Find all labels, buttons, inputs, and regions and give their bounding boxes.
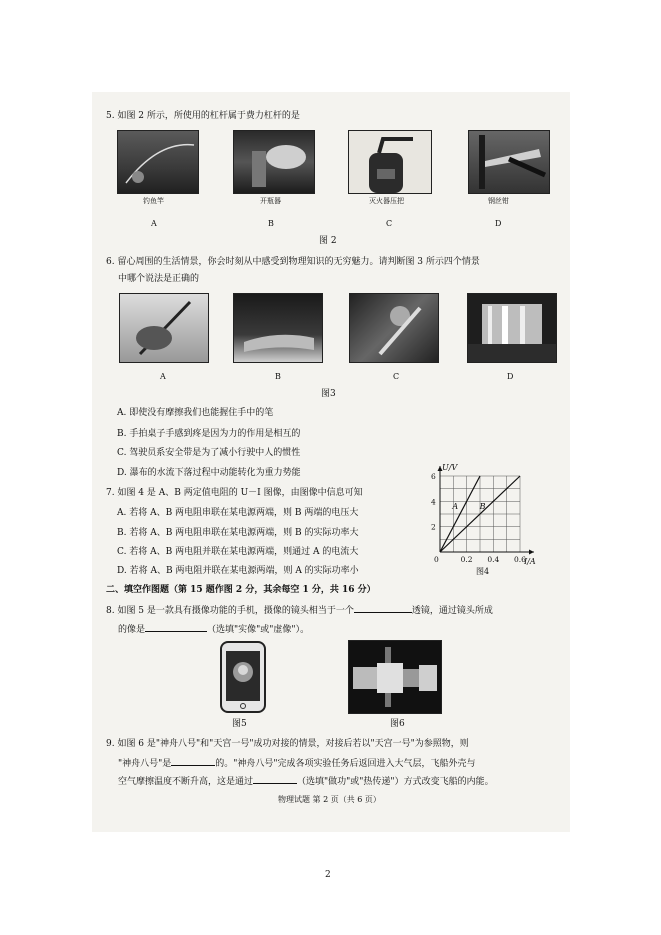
fig6-label: 图6	[390, 719, 405, 729]
q9-line3-post: （选填"做功"或"热传递"）方式改变飞船的内能。	[297, 777, 494, 787]
series-label-b: B	[479, 501, 486, 511]
q8-line1-pre: 8. 如图 5 是一款具有摄像功能的手机，摄像的镜头相当于一个	[106, 606, 354, 616]
q9-line1: 9. 如图 6 是"神舟八号"和"天宫一号"成功对接的情景，对接后若以"天宫一号"为参照物，则	[106, 739, 469, 749]
q9-line2	[118, 756, 476, 770]
q7-question: 7. 如图 4 是 A、B 两定值电阻的 U－I 图像，由图像中信息可知	[106, 488, 363, 498]
q9-blank-motion[interactable]	[171, 756, 215, 766]
q9-line2-post: 的。"神舟八号"完成各项实验任务后返回进入大气层，飞船外壳与	[215, 759, 476, 769]
q6-choice-c: C. 驾驶员系安全带是为了减小行驶中人的惯性	[117, 448, 301, 458]
q9-line3-pre: 空气摩擦温度不断升高，这是通过	[118, 777, 254, 787]
figure4-label: 图4	[476, 567, 490, 576]
q6-question-line1: 6. 留心周围的生活情景，你会时刻从中感受到物理知识的无穷魅力。请判断图 3 所示四个情景	[106, 257, 480, 267]
q8-line2	[118, 622, 309, 636]
q8-blank-lens[interactable]	[354, 603, 412, 613]
q7-choice-c: C. 若将 A、B 两电阻并联在某电源两端，则通过 A 的电流大	[117, 547, 359, 557]
fig2-label: 图 2	[319, 236, 337, 246]
x-tick-label: 0.2	[460, 555, 473, 564]
q8-line1	[106, 603, 493, 617]
q6-letter-a: A	[160, 372, 166, 381]
hand-on-table-photo	[233, 293, 323, 363]
q9-line2-pre: "神舟八号"是	[118, 759, 172, 769]
q5-caption-d: 钢丝钳	[488, 197, 509, 205]
page-number: 2	[325, 870, 331, 880]
q8-blank-image-type[interactable]	[145, 622, 207, 632]
fishing-rod-photo	[117, 130, 199, 194]
q6-question-line2: 中哪个说法是正确的	[118, 274, 200, 284]
phone-figure5	[215, 640, 273, 716]
q6-letter-b: B	[275, 372, 281, 381]
waterfall-photo	[467, 293, 557, 363]
q8-line2-pre: 的像是	[118, 625, 146, 635]
q7-choice-b: B. 若将 A、B 两电阻串联在某电源两端，则 B 的实际功率大	[117, 528, 359, 538]
q6-choice-a: A. 即使没有摩擦我们也能握住手中的笔	[117, 408, 274, 418]
q5-caption-c: 灭火器压把	[369, 197, 404, 205]
x-tick-label: 0.6	[514, 555, 526, 564]
bottle-opener-photo	[233, 130, 315, 194]
ui-graph-figure4	[420, 460, 550, 578]
q6-choice-d: D. 瀑布的水流下落过程中动能转化为重力势能	[117, 468, 301, 478]
x-tick-label: 0	[434, 555, 439, 564]
q5-caption-a: 钓鱼竿	[143, 197, 164, 205]
seatbelt-driver-photo	[349, 293, 439, 363]
q5-question: 5. 如图 2 所示，所使用的杠杆属于费力杠杆的是	[106, 111, 300, 121]
fig3-label: 图3	[321, 389, 336, 399]
q7-choice-a: A. 若将 A、B 两电阻串联在某电源两端，则 B 两端的电压大	[117, 508, 359, 518]
q8-line2-post: （选填"实像"或"虚像"）。	[207, 625, 310, 635]
x-tick-label: 0.4	[487, 555, 500, 564]
q9-line3	[118, 774, 494, 788]
footer-text: 物理试题 第 2 页（共 6 页）	[278, 795, 381, 804]
q5-letter-c: C	[386, 219, 393, 228]
fig5-label: 图5	[232, 719, 247, 729]
q7-choice-d: D. 若将 A、B 两电阻并联在某电源两端，则 A 的实际功率小	[117, 566, 359, 576]
x-axis-label: I/A	[524, 557, 536, 566]
spacecraft-docking-figure6	[348, 640, 442, 714]
y-tick-label: 2	[431, 522, 436, 532]
q5-letter-a: A	[151, 219, 157, 228]
q8-line1-post: 透镜，通过镜头所成	[411, 606, 493, 616]
q5-letter-d: D	[495, 219, 502, 228]
q5-caption-b: 开瓶器	[260, 197, 281, 205]
q6-letter-d: D	[507, 372, 514, 381]
x-axis-arrow	[529, 550, 534, 555]
y-tick-label: 6	[431, 472, 436, 481]
q6-choice-b: B. 手拍桌子手感到疼是因为力的作用是相互的	[117, 429, 301, 439]
y-tick-label: 4	[431, 497, 436, 507]
q6-letter-c: C	[393, 372, 400, 381]
y-axis-label: U/V	[442, 463, 458, 472]
q9-blank-method[interactable]	[253, 774, 297, 784]
hand-holding-pen-photo	[119, 293, 209, 363]
fire-extinguisher-photo	[348, 130, 432, 194]
section2-heading: 二、填空作图题（第 15 题作图 2 分，其余每空 1 分，共 16 分）	[106, 585, 376, 595]
series-label-a: A	[452, 501, 459, 511]
q5-letter-b: B	[268, 219, 274, 228]
wire-cutter-photo	[468, 130, 550, 194]
